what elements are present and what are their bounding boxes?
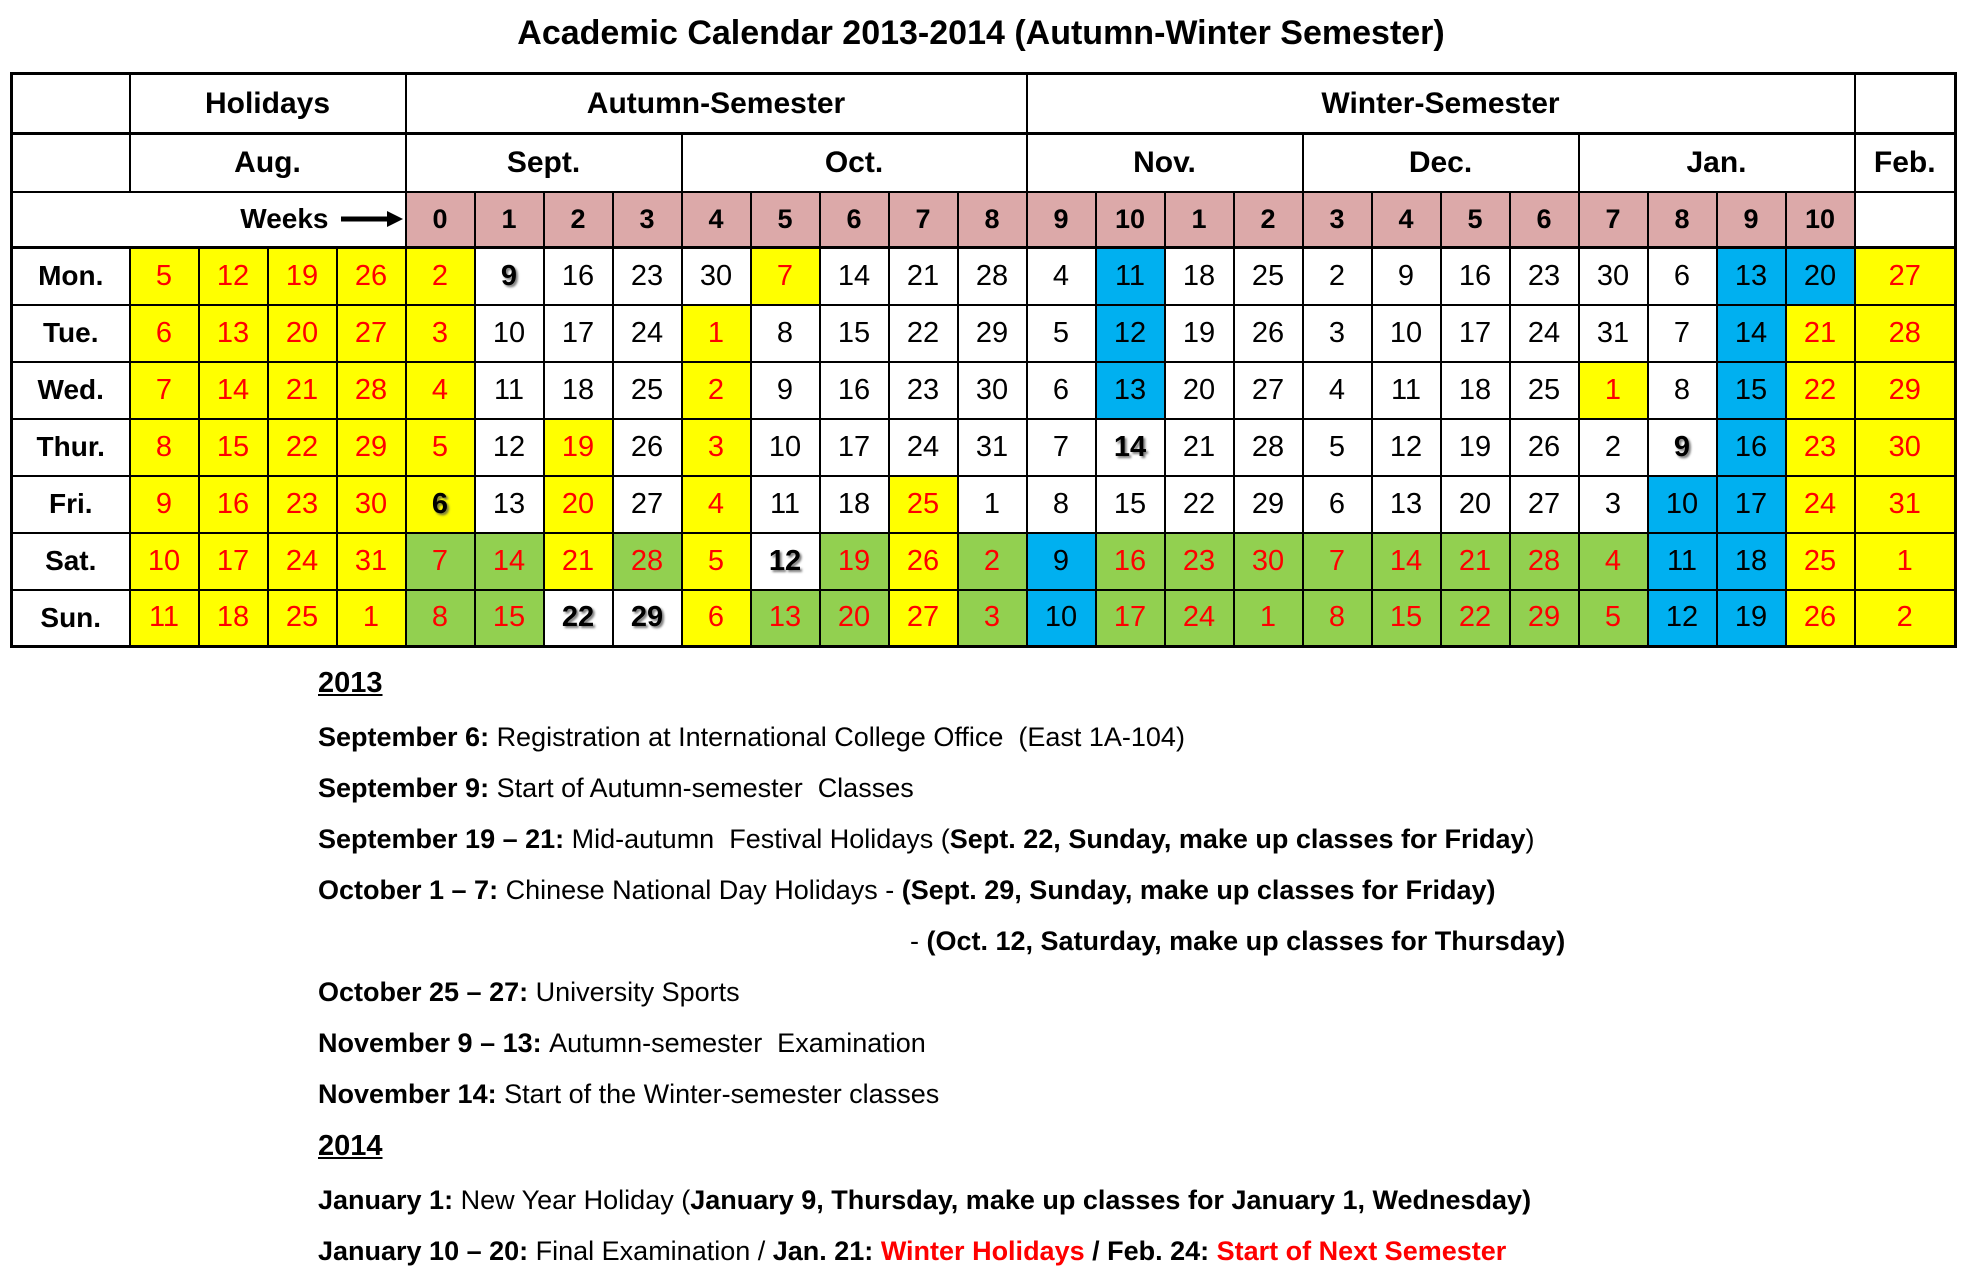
week-number-cell: 1 (1165, 192, 1234, 248)
note-segment: Start of Autumn-semester Classes (496, 773, 914, 803)
month-header-cell: Sept. (406, 134, 682, 192)
calendar-day-cell: 25 (1786, 533, 1855, 590)
calendar-day-cell: 13 (1096, 362, 1165, 419)
note-segment: Final Examination / (535, 1236, 773, 1266)
note-line (318, 1028, 1962, 1059)
calendar-day-cell: 13 (1717, 248, 1786, 305)
calendar-day-cell: 24 (1165, 590, 1234, 647)
calendar-day-cell: 15 (820, 305, 889, 362)
calendar-day-cell: 15 (475, 590, 544, 647)
note-segment: Sept. 22, Sunday, make up classes for Friday (949, 824, 1526, 854)
calendar-day-cell: 3 (406, 305, 475, 362)
calendar-day-cell: 19 (1165, 305, 1234, 362)
calendar-day-cell: 9 (1648, 419, 1717, 476)
calendar-day-cell: 15 (1372, 590, 1441, 647)
calendar-day-cell: 25 (1510, 362, 1579, 419)
week-number-cell: 1 (475, 192, 544, 248)
note-line (318, 1185, 1962, 1216)
note-segment: Mid-autumn Festival Holidays ( (571, 824, 950, 854)
calendar-day-cell: 23 (889, 362, 958, 419)
week-number-cell: 6 (1510, 192, 1579, 248)
calendar-day-cell: 24 (889, 419, 958, 476)
calendar-day-cell: 16 (1717, 419, 1786, 476)
calendar-day-cell: 30 (1855, 419, 1956, 476)
note-segment: (Oct. 12, Saturday, make up classes for Thursday) (926, 926, 1566, 956)
calendar-day-cell: 9 (1372, 248, 1441, 305)
calendar-day-cell: 4 (406, 362, 475, 419)
calendar-day-cell: 12 (1648, 590, 1717, 647)
week-number-cell: 7 (1579, 192, 1648, 248)
calendar-day-cell: 30 (682, 248, 751, 305)
calendar-day-cell: 10 (751, 419, 820, 476)
notes-section (318, 667, 1962, 1267)
note-line (318, 977, 1962, 1008)
calendar-day-cell: 31 (337, 533, 406, 590)
calendar-day-cell: 11 (1096, 248, 1165, 305)
week-number-cell: 7 (889, 192, 958, 248)
calendar-day-cell: 6 (406, 476, 475, 533)
calendar-day-cell: 10 (1648, 476, 1717, 533)
calendar-day-cell: 18 (820, 476, 889, 533)
calendar-day-cell: 21 (1441, 533, 1510, 590)
calendar-day-cell: 12 (1096, 305, 1165, 362)
calendar-day-cell: 3 (1579, 476, 1648, 533)
calendar-day-cell: 18 (199, 590, 268, 647)
calendar-day-cell: 8 (130, 419, 199, 476)
month-header-cell: Nov. (1027, 134, 1303, 192)
day-label-cell: Thur. (12, 419, 130, 476)
calendar-day-cell: 7 (1648, 305, 1717, 362)
calendar-day-cell: 23 (268, 476, 337, 533)
note-segment: October 25 – 27: (318, 977, 536, 1007)
calendar-day-cell: 1 (1855, 533, 1956, 590)
note-year-heading (318, 1130, 1962, 1163)
calendar-day-cell: 20 (1165, 362, 1234, 419)
calendar-day-cell: 15 (199, 419, 268, 476)
calendar-day-cell: 3 (958, 590, 1027, 647)
semester-header-cell: Autumn-Semester (406, 74, 1027, 134)
weeks-label-wrap (13, 203, 405, 235)
calendar-day-cell: 10 (1027, 590, 1096, 647)
calendar-day-cell: 5 (1579, 590, 1648, 647)
note-line (318, 722, 1962, 753)
calendar-day-cell: 27 (613, 476, 682, 533)
week-number-cell: 3 (1303, 192, 1372, 248)
week-number-cell: 8 (958, 192, 1027, 248)
calendar-day-cell: 9 (1027, 533, 1096, 590)
calendar-day-cell: 10 (1372, 305, 1441, 362)
calendar-day-cell: 8 (406, 590, 475, 647)
calendar-day-cell: 26 (1786, 590, 1855, 647)
semester-header-cell: Winter-Semester (1027, 74, 1855, 134)
week-number-cell: 0 (406, 192, 475, 248)
calendar-day-cell: 29 (1510, 590, 1579, 647)
calendar-day-cell: 20 (820, 590, 889, 647)
calendar-day-cell: 4 (1579, 533, 1648, 590)
note-segment: Feb. 24: (1107, 1236, 1217, 1266)
calendar-day-cell: 22 (268, 419, 337, 476)
calendar-day-cell: 14 (199, 362, 268, 419)
page-title: Academic Calendar 2013-2014 (Autumn-Winter Semester) (517, 14, 1445, 52)
calendar-day-cell: 27 (337, 305, 406, 362)
calendar-day-cell: 24 (1786, 476, 1855, 533)
calendar-day-cell: 31 (1855, 476, 1956, 533)
day-label-cell: Wed. (12, 362, 130, 419)
calendar-day-cell: 28 (1510, 533, 1579, 590)
calendar-day-cell: 30 (1579, 248, 1648, 305)
calendar-day-cell: 17 (199, 533, 268, 590)
calendar-day-cell: 14 (1096, 419, 1165, 476)
note-year-heading (318, 667, 1962, 700)
month-header-cell: Jan. (1579, 134, 1855, 192)
note-segment: Registration at International College Office (East 1A-104) (496, 722, 1185, 752)
note-segment: September 6: (318, 722, 497, 752)
month-header-cell: Feb. (1855, 134, 1956, 192)
calendar-day-cell: 27 (889, 590, 958, 647)
calendar-day-cell: 6 (1027, 362, 1096, 419)
month-header-cell: Dec. (1303, 134, 1579, 192)
calendar-day-cell: 18 (544, 362, 613, 419)
calendar-day-cell: 7 (130, 362, 199, 419)
calendar-day-cell: 13 (199, 305, 268, 362)
week-number-cell: 4 (1372, 192, 1441, 248)
calendar-day-cell: 17 (1096, 590, 1165, 647)
calendar-day-cell: 1 (1579, 362, 1648, 419)
note-segment: September 9: (318, 773, 497, 803)
week-number-cell: 10 (1786, 192, 1855, 248)
calendar-day-cell: 27 (1234, 362, 1303, 419)
calendar-day-cell: 23 (1786, 419, 1855, 476)
calendar-day-cell: 5 (406, 419, 475, 476)
calendar-day-cell: 5 (682, 533, 751, 590)
note-segment: January 9, Thursday, make up classes for January 1, Wednesday) (690, 1185, 1532, 1215)
note-segment: November 14: (318, 1079, 505, 1109)
calendar-day-cell: 6 (130, 305, 199, 362)
calendar-day-cell: 29 (958, 305, 1027, 362)
calendar-day-cell: 2 (1855, 590, 1956, 647)
note-line (910, 926, 1962, 957)
calendar-day-cell: 29 (1234, 476, 1303, 533)
calendar-day-cell: 22 (544, 590, 613, 647)
calendar-day-cell: 11 (1372, 362, 1441, 419)
calendar-day-cell: 31 (958, 419, 1027, 476)
note-segment: Winter Holidays (880, 1236, 1085, 1266)
week-number-cell: 2 (544, 192, 613, 248)
calendar-day-cell: 24 (1510, 305, 1579, 362)
calendar-day-cell: 13 (1372, 476, 1441, 533)
calendar-day-cell: 19 (544, 419, 613, 476)
note-segment: (Sept. 29, Sunday, make up classes for Friday) (901, 875, 1496, 905)
calendar-day-cell: 27 (1510, 476, 1579, 533)
calendar-day-cell: 4 (682, 476, 751, 533)
calendar-day-cell: 13 (751, 590, 820, 647)
calendar-day-cell: 9 (751, 362, 820, 419)
calendar-day-cell: 25 (1234, 248, 1303, 305)
calendar-day-cell: 7 (1027, 419, 1096, 476)
corner-cell (12, 134, 130, 192)
calendar-day-cell: 17 (1717, 476, 1786, 533)
calendar-day-cell: 8 (1027, 476, 1096, 533)
note-segment: November 9 – 13: (318, 1028, 550, 1058)
corner-cell (12, 74, 130, 134)
week-number-cell: 8 (1648, 192, 1717, 248)
weeks-label-cell (12, 192, 406, 248)
week-number-blank-cell (1855, 192, 1956, 248)
calendar-day-cell: 1 (682, 305, 751, 362)
calendar-day-cell: 11 (751, 476, 820, 533)
semester-header-cell (1855, 74, 1956, 134)
calendar-day-cell: 29 (337, 419, 406, 476)
calendar-day-cell: 30 (958, 362, 1027, 419)
day-label-cell: Tue. (12, 305, 130, 362)
calendar-day-cell: 11 (1648, 533, 1717, 590)
calendar-day-cell: 21 (544, 533, 613, 590)
calendar-day-cell: 16 (199, 476, 268, 533)
note-segment: University Sports (535, 977, 740, 1007)
calendar-day-cell: 30 (1234, 533, 1303, 590)
calendar-day-cell: 6 (1303, 476, 1372, 533)
calendar-day-cell: 20 (544, 476, 613, 533)
calendar-day-cell: 22 (1165, 476, 1234, 533)
note-segment: October 1 – 7: (318, 875, 506, 905)
calendar-day-cell: 14 (820, 248, 889, 305)
note-segment: Start of Next Semester (1216, 1236, 1507, 1266)
note-segment: January 1: (318, 1185, 461, 1215)
note-segment: Autumn-semester Examination (549, 1028, 926, 1058)
calendar-day-cell: 5 (1027, 305, 1096, 362)
calendar-day-cell: 4 (1027, 248, 1096, 305)
calendar-day-cell: 16 (820, 362, 889, 419)
calendar-day-cell: 11 (130, 590, 199, 647)
weeks-arrow-icon (341, 211, 403, 227)
day-label-cell: Mon. (12, 248, 130, 305)
calendar-day-cell: 19 (1717, 590, 1786, 647)
calendar-day-cell: 10 (475, 305, 544, 362)
calendar-day-cell: 2 (958, 533, 1027, 590)
calendar-day-cell: 18 (1165, 248, 1234, 305)
calendar-day-cell: 22 (1441, 590, 1510, 647)
calendar-day-cell: 12 (1372, 419, 1441, 476)
week-number-cell: 5 (1441, 192, 1510, 248)
calendar-day-cell: 2 (1303, 248, 1372, 305)
note-line (318, 773, 1962, 804)
calendar-day-cell: 14 (1372, 533, 1441, 590)
calendar-day-cell: 26 (889, 533, 958, 590)
calendar-day-cell: 28 (613, 533, 682, 590)
calendar-day-cell: 18 (1717, 533, 1786, 590)
calendar-day-cell: 1 (337, 590, 406, 647)
note-segment: 2014 (318, 1130, 383, 1162)
calendar-day-cell: 25 (268, 590, 337, 647)
calendar-day-cell: 24 (268, 533, 337, 590)
calendar-day-cell: 11 (475, 362, 544, 419)
note-line (318, 875, 1962, 906)
calendar-day-cell: 29 (1855, 362, 1956, 419)
calendar-day-cell: 7 (1303, 533, 1372, 590)
calendar-day-cell: 2 (1579, 419, 1648, 476)
calendar-day-cell: 17 (544, 305, 613, 362)
calendar-day-cell: 17 (820, 419, 889, 476)
calendar-day-cell: 8 (751, 305, 820, 362)
week-number-cell: 4 (682, 192, 751, 248)
calendar-day-cell: 26 (613, 419, 682, 476)
note-segment: 2013 (318, 667, 383, 699)
calendar-day-cell: 20 (1441, 476, 1510, 533)
week-number-cell: 10 (1096, 192, 1165, 248)
calendar-day-cell: 22 (1786, 362, 1855, 419)
calendar-day-cell: 15 (1717, 362, 1786, 419)
calendar-day-cell: 21 (268, 362, 337, 419)
note-segment: / (1084, 1236, 1108, 1266)
week-number-cell: 6 (820, 192, 889, 248)
calendar-day-cell: 1 (958, 476, 1027, 533)
calendar-day-cell: 23 (1165, 533, 1234, 590)
calendar-day-cell: 30 (337, 476, 406, 533)
calendar-day-cell: 6 (682, 590, 751, 647)
note-segment: ) (1525, 824, 1535, 854)
calendar-day-cell: 29 (613, 590, 682, 647)
calendar-day-cell: 22 (889, 305, 958, 362)
calendar-day-cell: 13 (475, 476, 544, 533)
week-number-cell: 5 (751, 192, 820, 248)
week-number-cell: 2 (1234, 192, 1303, 248)
calendar-day-cell: 14 (1717, 305, 1786, 362)
calendar-day-cell: 2 (682, 362, 751, 419)
calendar-day-cell: 25 (613, 362, 682, 419)
calendar-day-cell: 23 (613, 248, 682, 305)
calendar-day-cell: 21 (1165, 419, 1234, 476)
calendar-day-cell: 19 (1441, 419, 1510, 476)
note-segment: Jan. 21: (772, 1236, 881, 1266)
calendar-day-cell: 16 (1441, 248, 1510, 305)
calendar-day-cell: 5 (1303, 419, 1372, 476)
calendar-day-cell: 20 (1786, 248, 1855, 305)
calendar-day-cell: 5 (130, 248, 199, 305)
calendar-day-cell: 10 (130, 533, 199, 590)
note-segment: New Year Holiday ( (460, 1185, 691, 1215)
week-number-cell: 3 (613, 192, 682, 248)
calendar-day-cell: 12 (751, 533, 820, 590)
note-line (318, 1236, 1962, 1267)
calendar-day-cell: 12 (475, 419, 544, 476)
calendar-day-cell: 17 (1441, 305, 1510, 362)
calendar-day-cell: 1 (1234, 590, 1303, 647)
month-header-cell: Aug. (130, 134, 406, 192)
semester-header-cell: Holidays (130, 74, 406, 134)
day-label-cell: Sun. (12, 590, 130, 647)
calendar-day-cell: 25 (889, 476, 958, 533)
calendar-day-cell: 19 (820, 533, 889, 590)
calendar-day-cell: 31 (1579, 305, 1648, 362)
calendar-day-cell: 18 (1441, 362, 1510, 419)
note-line (318, 1079, 1962, 1110)
calendar-day-cell: 20 (268, 305, 337, 362)
calendar-day-cell: 26 (1234, 305, 1303, 362)
calendar-day-cell: 7 (751, 248, 820, 305)
weeks-label: Weeks (240, 203, 329, 235)
calendar-day-cell: 3 (1303, 305, 1372, 362)
note-segment: September 19 – 21: (318, 824, 572, 854)
calendar-day-cell: 28 (958, 248, 1027, 305)
day-label-cell: Sat. (12, 533, 130, 590)
calendar-day-cell: 9 (475, 248, 544, 305)
calendar-day-cell: 24 (613, 305, 682, 362)
day-label-cell: Fri. (12, 476, 130, 533)
calendar-day-cell: 8 (1648, 362, 1717, 419)
calendar-day-cell: 16 (544, 248, 613, 305)
calendar-day-cell: 21 (889, 248, 958, 305)
calendar-day-cell: 7 (406, 533, 475, 590)
calendar-day-cell: 9 (130, 476, 199, 533)
calendar-day-cell: 26 (1510, 419, 1579, 476)
calendar-day-cell: 2 (406, 248, 475, 305)
calendar-day-cell: 4 (1303, 362, 1372, 419)
note-segment: Start of the Winter-semester classes (504, 1079, 940, 1109)
calendar-day-cell: 28 (1234, 419, 1303, 476)
calendar-day-cell: 16 (1096, 533, 1165, 590)
month-header-cell: Oct. (682, 134, 1027, 192)
calendar-day-cell: 19 (268, 248, 337, 305)
calendar-day-cell: 28 (1855, 305, 1956, 362)
calendar-day-cell: 27 (1855, 248, 1956, 305)
note-line (318, 824, 1962, 855)
week-number-cell: 9 (1027, 192, 1096, 248)
note-segment: - (910, 926, 927, 956)
calendar-day-cell: 21 (1786, 305, 1855, 362)
calendar-day-cell: 15 (1096, 476, 1165, 533)
note-segment: Chinese National Day Holidays - (505, 875, 902, 905)
week-number-cell: 9 (1717, 192, 1786, 248)
calendar-day-cell: 14 (475, 533, 544, 590)
calendar-day-cell: 23 (1510, 248, 1579, 305)
calendar-day-cell: 26 (337, 248, 406, 305)
calendar-day-cell: 28 (337, 362, 406, 419)
calendar-day-cell: 3 (682, 419, 751, 476)
calendar-day-cell: 12 (199, 248, 268, 305)
calendar-table (10, 72, 1957, 648)
calendar-day-cell: 8 (1303, 590, 1372, 647)
note-segment: January 10 – 20: (318, 1236, 536, 1266)
calendar-day-cell: 6 (1648, 248, 1717, 305)
